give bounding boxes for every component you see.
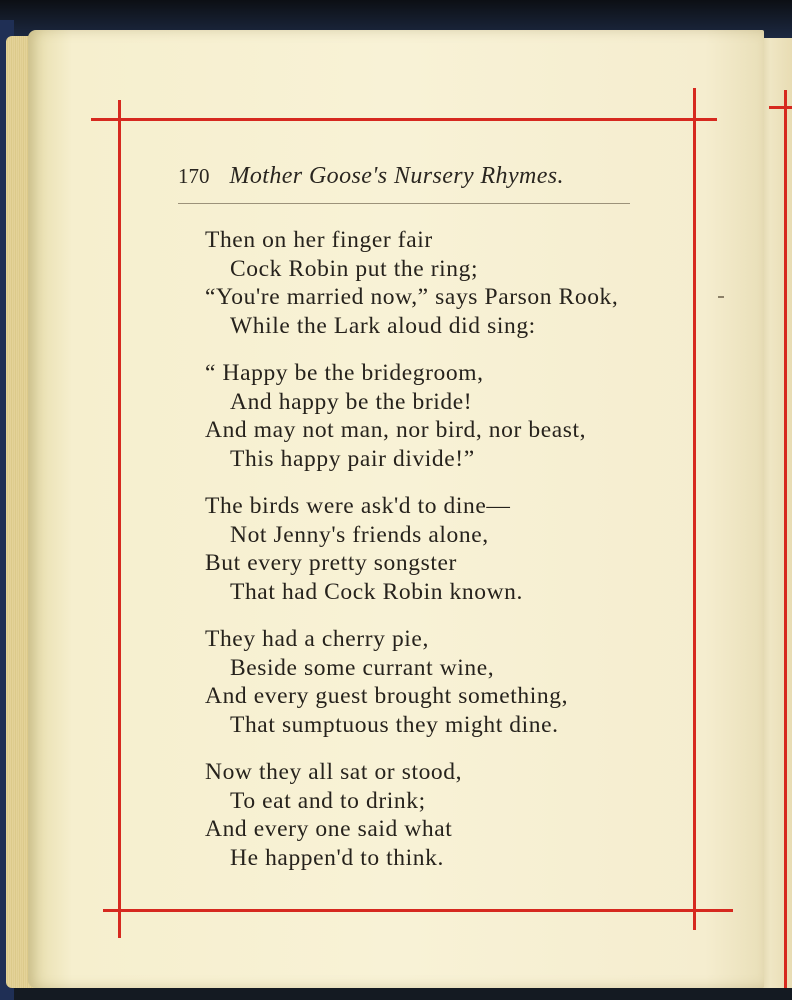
running-title: Mother Goose's Nursery Rhymes. [229,163,564,189]
poem-line: This happy pair divide!” [230,445,475,472]
stanza [205,492,645,606]
poem-line: While the Lark aloud did sing: [230,312,536,339]
poem-line: To eat and to drink; [230,787,426,814]
page-header [178,163,638,190]
poem-line: Then on her finger fair [205,227,433,253]
poem-line: And happy be the bride! [230,388,473,415]
poem-line: Not Jenny's friends alone, [230,521,489,548]
stanza [205,758,645,872]
poem-line: “You're married now,” says Parson Rook, [205,284,619,310]
poem-line: “ Happy be the bridegroom, [205,360,484,386]
poem-line: That sumptuous they might dine. [230,711,559,738]
next-page-vertical-rule [784,90,787,988]
stray-mark [718,296,724,298]
page-number: 170 [178,164,210,188]
poem [205,226,645,891]
poem-line: But every pretty songster [205,550,457,576]
poem-line: Beside some currant wine, [230,654,495,681]
header-rule [178,203,630,204]
poem-line: That had Cock Robin known. [230,578,523,605]
stanza [205,359,645,473]
stanza [205,226,645,340]
poem-line: And may not man, nor bird, nor beast, [205,417,587,443]
poem-line: He happen'd to think. [230,844,444,871]
border-rule-top [91,118,717,121]
poem-line: They had a cherry pie, [205,626,429,652]
border-rule-bottom [103,909,733,912]
poem-line: The birds were ask'd to dine— [205,493,511,519]
next-page-border-rule [769,106,792,109]
border-rule-right [693,88,696,930]
poem-line: And every guest brought something, [205,683,569,709]
border-rule-left [118,100,121,938]
poem-line: Now they all sat or stood, [205,759,463,785]
poem-line: Cock Robin put the ring; [230,255,479,282]
stanza [205,625,645,739]
poem-line: And every one said what [205,816,453,842]
